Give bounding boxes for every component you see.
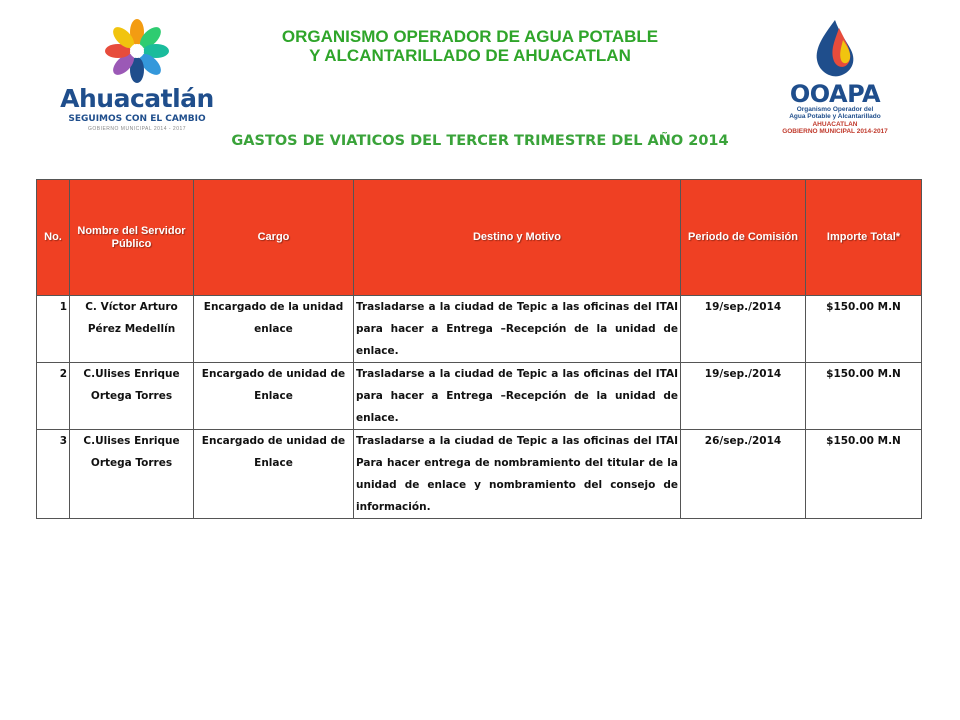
header-name: Nombre del Servidor Público (70, 180, 194, 296)
pinwheel-flower-icon (100, 18, 174, 84)
org-title-line-1: ORGANISMO OPERADOR DE AGUA POTABLE (281, 27, 659, 46)
header-period: Periodo de Comisión (681, 180, 806, 296)
table-row (37, 296, 922, 363)
row-name: C. Víctor Arturo Pérez Medellín (70, 296, 194, 363)
row-no: 3 (37, 430, 70, 519)
left-logo-subline: GOBIERNO MUNICIPAL 2014 - 2017 (87, 126, 187, 132)
row-destination: Trasladarse a la ciudad de Tepic a las oficinas del ITAI para hacer a Entrega –Recepción de la unidad de enlace. (354, 363, 681, 430)
row-role: Encargado de la unidad enlace (194, 296, 354, 363)
water-drop-flame-icon (805, 18, 865, 80)
header-role: Cargo (194, 180, 354, 296)
ahuacatlan-logo (52, 18, 222, 132)
right-logo-line-1: Organismo Operador del (796, 106, 874, 113)
row-amount: $150.00 M.N (806, 296, 922, 363)
row-period: 26/sep./2014 (681, 430, 806, 519)
header-amount: Importe Total* (806, 180, 922, 296)
organization-title (230, 27, 710, 65)
left-logo-name: Ahuacatlán (60, 84, 214, 113)
row-destination: Trasladarse a la ciudad de Tepic a las oficinas del ITAI Para hacer entrega de nombramiento del titular de la unidad de enlace y nombramiento del consejo de información. (354, 430, 681, 519)
row-amount: $150.00 M.N (806, 363, 922, 430)
row-amount: $150.00 M.N (806, 430, 922, 519)
row-destination: Trasladarse a la ciudad de Tepic a las oficinas del ITAI para hacer a Entrega –Recepción de la unidad de enlace. (354, 296, 681, 363)
expenses-table (36, 179, 922, 519)
left-logo-tagline: SEGUIMOS CON EL CAMBIO (68, 114, 206, 124)
row-name: C.Ulises Enrique Ortega Torres (70, 363, 194, 430)
header-no: No. (37, 180, 70, 296)
table-row (37, 430, 922, 519)
right-logo-line-2: Agua Potable y Alcantarillado (789, 113, 881, 120)
org-title-line-2: Y ALCANTARILLADO DE AHUACATLAN (309, 46, 631, 65)
table-header-row (37, 180, 922, 296)
row-role: Encargado de unidad de Enlace (194, 363, 354, 430)
ooapa-logo (770, 18, 900, 135)
right-logo-line-3: AHUACATLAN (812, 121, 858, 128)
row-no: 2 (37, 363, 70, 430)
table-row (37, 363, 922, 430)
row-period: 19/sep./2014 (681, 363, 806, 430)
right-logo-acronym: OOAPA (789, 80, 881, 108)
row-role: Encargado de unidad de Enlace (194, 430, 354, 519)
row-name: C.Ulises Enrique Ortega Torres (70, 430, 194, 519)
right-logo-line-4: GOBIERNO MUNICIPAL 2014-2017 (782, 128, 888, 135)
header-destination: Destino y Motivo (354, 180, 681, 296)
row-no: 1 (37, 296, 70, 363)
row-period: 19/sep./2014 (681, 296, 806, 363)
report-title: GASTOS DE VIATICOS DEL TERCER TRIMESTRE DEL AÑO 2014 (231, 133, 729, 149)
